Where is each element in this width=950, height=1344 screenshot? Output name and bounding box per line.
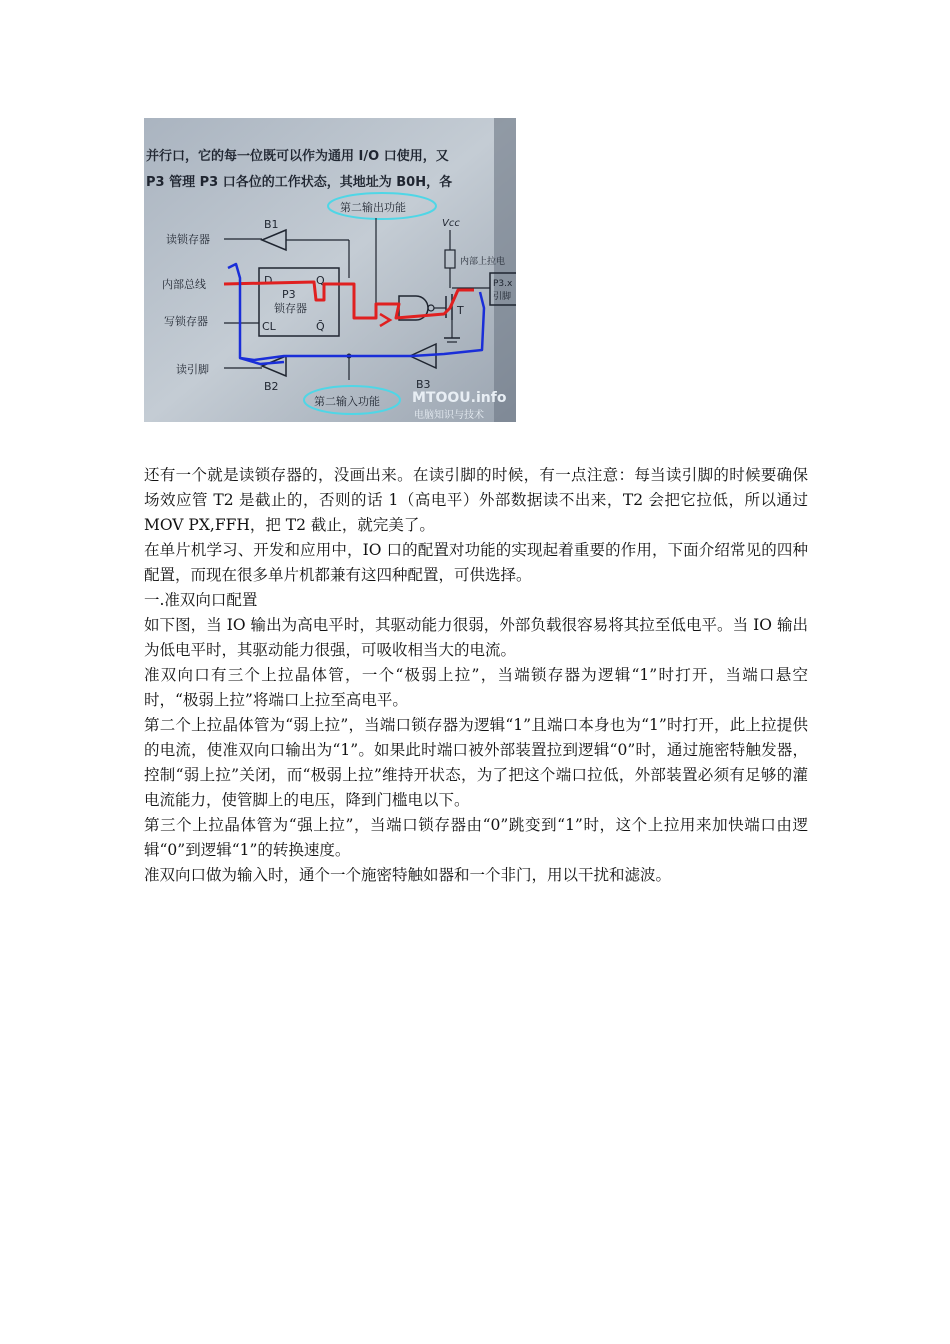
body-text: [144, 463, 808, 888]
label-b1: B1: [264, 218, 279, 231]
header-line-1: 并行口，它的每一位既可以作为通用 I/O 口使用，又: [146, 149, 449, 164]
label-latch: 锁存器: [274, 302, 307, 315]
annotation-bottom: 第二输入功能: [314, 395, 380, 408]
label-vcc: Vcc: [442, 218, 460, 229]
label-d: D: [264, 274, 273, 287]
label-b3: B3: [416, 378, 431, 391]
circuit-photo: [144, 118, 516, 422]
paragraph-weak-pullup: 第二个上拉晶体管为“弱上拉”，当端口锁存器为逻辑“1”且端口本身也为“1”时打开，此上拉提供的电流，使准双向口输出为“1”。如果此时端口被外部装置拉到逻辑“0”时，通过施密特触发器，控制“弱上拉”关闭，而“极弱上拉”维持开状态，为了把这个端口拉低，外部装置必须有足够的灌电流能力，使管脚上的电压，降到门槛电以下。: [144, 716, 808, 809]
label-b2: B2: [264, 380, 279, 393]
label-internal-bus: 内部总线: [162, 278, 206, 291]
label-read-latch: 读锁存器: [166, 233, 210, 246]
header-line-2: P3 管理 P3 口各位的工作状态，其地址为 B0H，各: [146, 175, 453, 190]
watermark-sub: 电脑知识与技术: [414, 410, 484, 421]
paragraph-drive-capability: 如下图，当 IO 输出为高电平时，其驱动能力很弱，外部负载很容易将其拉至低电平。当 IO 输出为低电平时，其驱动能力很强，可吸收相当大的电流。: [144, 616, 808, 659]
label-qbar: Q̄: [316, 320, 325, 333]
label-read-pin: 读引脚: [176, 363, 209, 376]
section-heading-quasi-bidirectional: 一.准双向口配置: [144, 591, 258, 609]
watermark-brand: MTOOU.info: [412, 390, 507, 406]
label-p3x: P3.x: [493, 279, 513, 289]
label-write-latch: 写锁存器: [164, 315, 208, 328]
paragraph-strong-pullup: 第三个上拉晶体管为“强上拉”，当端口锁存器由“0”跳变到“1”时，这个上拉用来加快端口由逻辑“0”到逻辑“1”的转换速度。: [144, 816, 808, 859]
paragraph-input-mode: 准双向口做为输入时，通个一个施密特触如器和一个非门，用以干扰和滤波。: [144, 866, 672, 884]
label-p3: P3: [282, 288, 296, 301]
label-q: Q: [316, 274, 325, 287]
circuit-diagram: [144, 118, 516, 422]
paragraph-read-latch-note: 还有一个就是读锁存器的，没画出来。在读引脚的时候，有一点注意：每当读引脚的时候要确保场效应管 T2 是截止的，否则的话 1（高电平）外部数据读不出来，T2 会把它拉低，所以通过 MOV PX,FFH，把 T2 截止，就完美了。: [144, 466, 808, 534]
annotation-top: 第二输出功能: [340, 201, 406, 214]
label-t: T: [457, 304, 464, 317]
page-shadow: [494, 118, 516, 422]
label-cl: CL: [262, 320, 276, 333]
label-pin: 引脚: [493, 292, 512, 302]
paragraph-io-config-intro: 在单片机学习、开发和应用中，IO 口的配置对功能的实现起着重要的作用，下面介绍常见的四种配置，而现在很多单片机都兼有这四种配置，可供选择。: [144, 541, 808, 584]
paragraph-weakest-pullup: 准双向口有三个上拉晶体管，一个“极弱上拉”，当端锁存器为逻辑“1”时打开，当端口悬空时，“极弱上拉”将端口上拉至高电平。: [144, 666, 808, 709]
label-pullup: 内部上拉电: [460, 257, 506, 267]
